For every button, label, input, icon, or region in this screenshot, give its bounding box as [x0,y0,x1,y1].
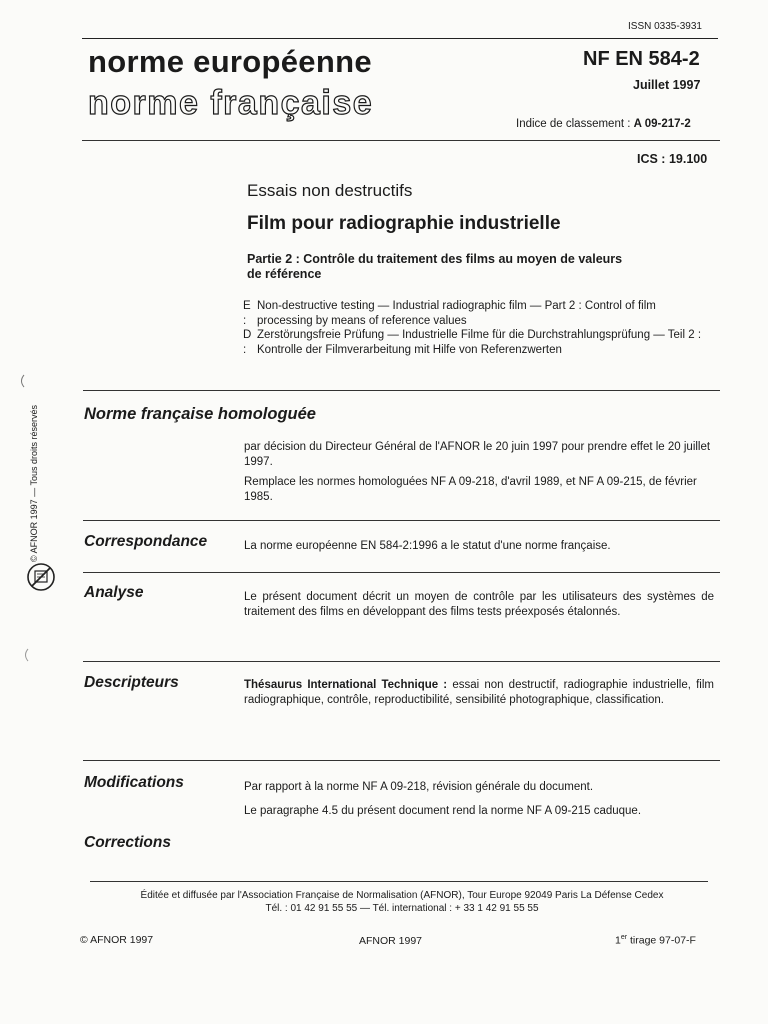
tirage-code: tirage 97-07-F [627,934,696,947]
translation-english [243,299,713,328]
subject-title: Film pour radiographie industrielle [247,213,561,234]
modifications-revision: Par rapport à la norme NF A 09-218, révision générale du document. [244,781,594,793]
subject-category: Essais non destructifs [247,181,413,200]
section-body-descripteurs [244,678,714,707]
no-photocopy-icon [26,562,56,592]
section-divider [83,390,720,391]
footer-publisher: AFNOR 1997 [359,935,423,947]
section-divider [83,572,720,573]
standard-reference: NF EN 584-2 [583,48,700,70]
tirage-sup: er [620,934,628,941]
lang-key: E : [243,300,251,327]
title-norme-francaise: norme française [88,84,374,122]
footer-divider [90,881,708,882]
publisher-phone: Tél. : 01 42 91 55 55 — Tél. international : + 33 1 42 91 55 55 [265,903,539,914]
translations-block [243,299,713,357]
title-norme-europeenne: norme européenne [88,44,372,79]
section-title-analyse: Analyse [84,584,144,601]
header-divider [82,140,720,141]
lang-text: Zerstörungsfreie Prüfung — Industrielle Filme für die Durchstrahlungsprüfung — Teil 2 : Kontrolle der Filmverarbeitung mit Hilfe von Referenzwerten [257,329,702,356]
descripteurs-thesaurus-label: Thésaurus International Technique : [244,679,448,691]
translation-german [243,328,713,357]
publisher-info [82,889,722,915]
descripteurs-keywords: essai non destructif, radiographie industrielle, film radiographique, contrôle, reproductibilité, sensibilité photographique, classification. [244,679,714,706]
section-title-homologuee: Norme française homologuée [84,405,316,423]
section-divider [83,661,720,662]
section-title-correspondance: Correspondance [84,533,208,550]
section-title-modifications: Modifications [84,774,184,791]
margin-mark [22,648,30,662]
issn-number: ISSN 0335-3931 [628,21,702,32]
ics-code: ICS : 19.100 [637,152,708,166]
tirage-number: 1 [615,934,621,947]
lang-key: D : [243,329,252,356]
indice-value: A 09-217-2 [633,118,691,130]
side-copyright-text: © AFNOR 1997 — Tous droits réservés [29,404,39,562]
section-divider [83,760,720,761]
footer-copyright: © AFNOR 1997 [80,934,154,946]
footer-tirage [615,934,696,947]
subject-part: Partie 2 : Contrôle du traitement des films au moyen de valeurs de référence [247,252,623,281]
margin-mark [18,374,26,388]
section-divider [83,520,720,521]
homologuee-decision: par décision du Directeur Général de l'AFNOR le 20 juin 1997 pour prendre effet le 20 juillet 1997. [244,441,711,468]
top-divider [82,38,718,39]
indice-label: Indice de classement : [516,118,631,130]
section-title-descripteurs: Descripteurs [84,674,179,691]
homologuee-remplace: Remplace les normes homologuées NF A 09-218, d'avril 1989, et NF A 09-215, de février 1985. [244,476,697,503]
section-title-corrections: Corrections [84,834,171,851]
classification-index [516,118,691,130]
modifications-caduque: Le paragraphe 4.5 du présent document rend la norme NF A 09-215 caduque. [244,804,642,817]
section-body-modifications [244,780,714,824]
publication-date: Juillet 1997 [633,78,701,92]
lang-text: Non-destructive testing — Industrial radiographic film — Part 2 : Control of film processing by means of reference values [257,300,656,327]
section-body-homologuee [244,440,714,510]
section-body-analyse: Le présent document décrit un moyen de contrôle par les utilisateurs des systèmes de traitement des films en développant des films tests préexposés étalonnés. [244,591,714,618]
section-body-correspondance: La norme européenne EN 584-2:1996 a le statut d'une norme française. [244,540,611,552]
publisher-address: Éditée et diffusée par l'Association Française de Normalisation (AFNOR), Tour Europe 92049 Paris La Défense Cedex [140,890,664,901]
